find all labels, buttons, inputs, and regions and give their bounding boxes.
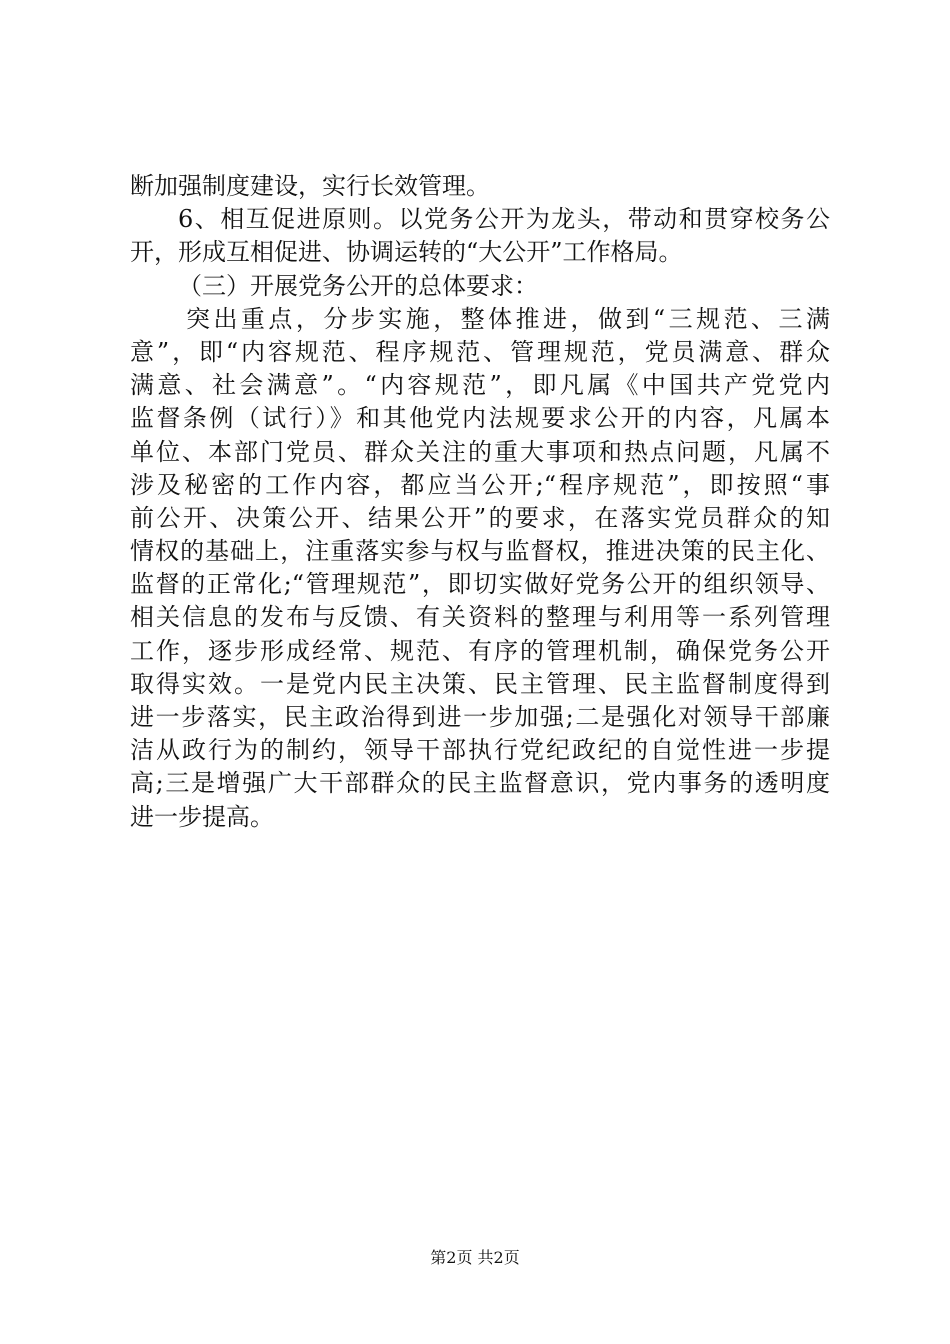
text-line: 6、相互促进原则。以党务公开为龙头，带动和贯穿校务公 [178,205,830,234]
text-line: 监督条例（试行）》和其他党内法规要求公开的内容，凡属本 [130,404,830,433]
text-line: 前公开、决策公开、结果公开”的要求，在落实党员群众的知 [130,503,830,532]
text-line: 进一步提高。 [130,802,274,831]
text-line: 单位、本部门党员、群众关注的重大事项和热点问题，凡属不 [130,437,830,466]
text-line: 意”，即“内容规范、程序规范、管理规范，党员满意、群众 [130,337,830,366]
text-line: 洁从政行为的制约，领导干部执行党纪政纪的自觉性进一步提 [130,736,830,765]
text-line: 满意、社会满意”。“内容规范”，即凡属《中国共产党党内 [130,371,830,400]
text-line: 开，形成互相促进、协调运转的“大公开”工作格局。 [130,238,683,267]
text-line: 取得实效。一是党内民主决策、民主管理、民主监督制度得到 [130,669,830,698]
document-body [130,170,830,834]
text-line: 涉及秘密的工作内容，都应当公开;“程序规范”，即按照“事 [130,470,830,499]
text-line: 工作，逐步形成经常、规范、有序的管理机制，确保党务公开 [130,636,830,665]
text-line: 相关信息的发布与反馈、有关资料的整理与利用等一系列管理 [130,603,830,632]
text-line: 监督的正常化;“管理规范”，即切实做好党务公开的组织领导、 [130,570,830,599]
section-heading: （三）开展党务公开的总体要求： [178,271,538,300]
text-line: 进一步落实，民主政治得到进一步加强;二是强化对领导干部廉 [130,703,830,731]
text-line: 高;三是增强广大干部群众的民主监督意识，党内事务的透明度 [130,769,830,798]
text-line: 情权的基础上，注重落实参与权与监督权，推进决策的民主化、 [130,537,830,566]
text-line: 突出重点，分步实施，整体推进，做到“三规范、三满 [186,304,830,333]
page-number: 第2页 共2页 [430,1248,520,1267]
text-line: 断加强制度建设，实行长效管理。 [130,172,490,200]
